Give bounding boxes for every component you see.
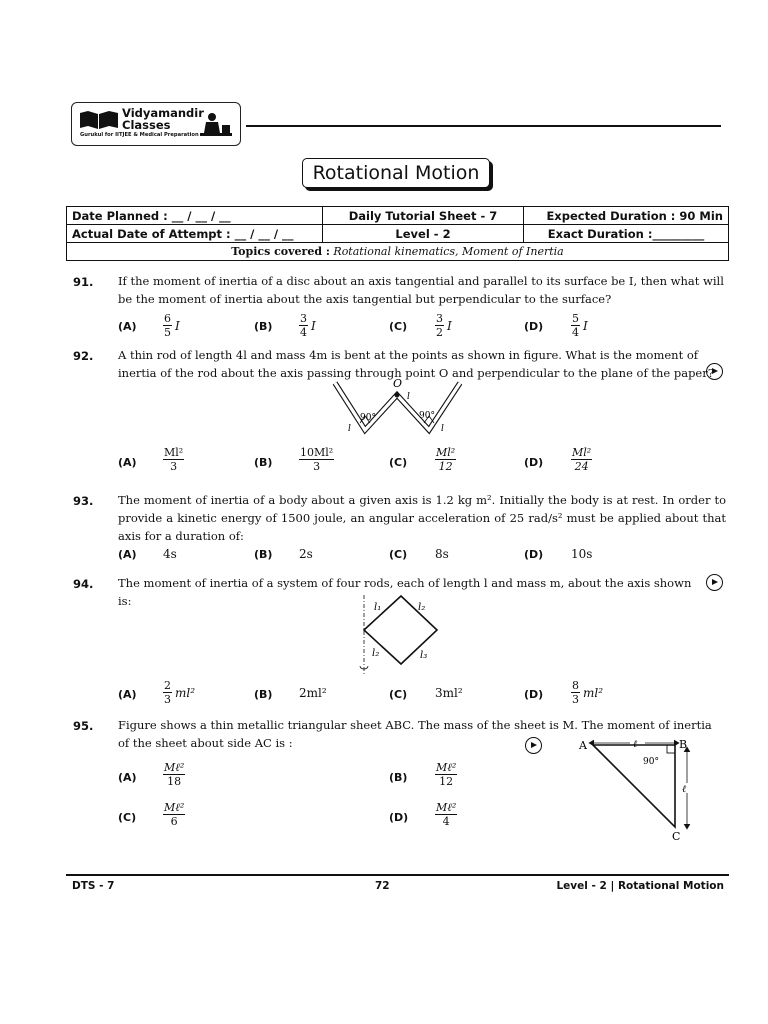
vertex-a-label: A bbox=[579, 739, 587, 752]
logo-name-line1: Vidyamandir bbox=[122, 106, 204, 120]
question-number: 92. bbox=[73, 349, 94, 363]
topics-value: Rotational kinematics, Moment of Inertia bbox=[333, 245, 564, 258]
sheet-number: Daily Tutorial Sheet - 7 bbox=[323, 207, 524, 225]
option-label: (A) bbox=[118, 688, 137, 701]
option-label: (A) bbox=[118, 548, 137, 561]
question-number: 95. bbox=[73, 719, 94, 733]
option-label: (B) bbox=[254, 548, 273, 561]
sheet-info-table bbox=[66, 206, 729, 261]
option-value: 3ml² bbox=[435, 686, 463, 700]
header-rule bbox=[246, 125, 721, 127]
rod-label: l₂ bbox=[418, 602, 426, 613]
vertex-c-label: C bbox=[672, 830, 681, 843]
option-fraction: $\frac{8}{3}$ bbox=[572, 679, 579, 706]
option-suffix: I bbox=[447, 319, 452, 333]
option-suffix: ml² bbox=[583, 686, 604, 700]
option-label: (B) bbox=[254, 688, 273, 701]
book-icon bbox=[78, 109, 120, 131]
option-label: (C) bbox=[389, 548, 408, 561]
exact-duration: Exact Duration :_________ bbox=[524, 225, 729, 243]
option-fraction: $\frac{3}{4}$ bbox=[300, 312, 307, 339]
question-text: A thin rod of length 4l and mass 4m is bent at the points as shown in figure. What is the moment of inertia of the rod about the axis passing through point O and perpendicular to the plane of the paper? bbox=[118, 348, 714, 380]
page-number: 72 bbox=[375, 880, 390, 892]
option-fraction: $\frac{\text{Ml²}}{3}$ bbox=[164, 446, 184, 473]
date-planned: Date Planned : __ / __ / __ bbox=[67, 207, 323, 225]
angle-label: 90° bbox=[643, 757, 659, 767]
angle-label: 90° bbox=[360, 413, 376, 423]
side-length-label: ℓ bbox=[682, 784, 687, 795]
option-label: (D) bbox=[524, 456, 544, 469]
option-value: 8s bbox=[435, 547, 449, 561]
option-label: (C) bbox=[389, 320, 408, 333]
option-suffix: I bbox=[311, 319, 316, 333]
question-text: The moment of inertia of a system of four rods, each of length l and mass m, about the axis shown is: bbox=[118, 576, 692, 608]
logo-name-line2: Classes bbox=[122, 118, 171, 132]
option-fraction: Mℓ² 12 bbox=[436, 761, 457, 788]
footer-sheet: DTS - 7 bbox=[72, 880, 115, 892]
option-value: 10s bbox=[571, 547, 593, 561]
video-play-button[interactable] bbox=[706, 574, 723, 591]
option-label: (A) bbox=[118, 320, 137, 333]
option-label: (B) bbox=[254, 456, 273, 469]
option-label: (C) bbox=[389, 456, 408, 469]
option-label: (A) bbox=[118, 456, 137, 469]
vertex-b-label: B bbox=[679, 738, 688, 751]
video-play-button[interactable] bbox=[525, 737, 542, 754]
option-label: (D) bbox=[389, 811, 409, 824]
institute-logo bbox=[71, 102, 241, 146]
side-label: l bbox=[407, 392, 410, 402]
option-fraction: Mℓ² 18 bbox=[164, 761, 185, 788]
option-fraction: $\frac{2}{3}$ bbox=[164, 679, 171, 706]
rod-label: l₂ bbox=[372, 648, 380, 659]
four-rods-figure bbox=[350, 592, 445, 678]
question-text: Figure shows a thin metallic triangular sheet ABC. The mass of the sheet is M. The moment of inertia of the sheet about side AC is : bbox=[118, 718, 712, 750]
student-desk-icon bbox=[198, 111, 234, 139]
rod-label: l₁ bbox=[374, 602, 382, 613]
option-fraction: $\frac{5}{4}$ bbox=[572, 312, 579, 339]
top-length-label: ℓ bbox=[633, 739, 638, 750]
option-label: (C) bbox=[118, 811, 137, 824]
page-title: Rotational Motion bbox=[302, 158, 490, 188]
option-value: 4s bbox=[163, 547, 177, 561]
question-text: If the moment of inertia of a disc about an axis tangential and parallel to its surface be I, then what will be the moment of inertia about the axis tangential but perpendicular to the surface? bbox=[118, 274, 724, 306]
actual-date: Actual Date of Attempt : __ / __ / __ bbox=[67, 225, 323, 243]
footer-rule bbox=[66, 874, 729, 876]
rod-label: l₃ bbox=[420, 650, 428, 661]
option-label: (D) bbox=[524, 320, 544, 333]
angle-label: 90° bbox=[419, 411, 435, 421]
logo-tagline: Gurukul for IITJEE & Medical Preparation bbox=[80, 132, 199, 138]
topics-covered bbox=[67, 243, 729, 261]
option-fraction: $\frac{\text{Ml²}}{12}$ bbox=[436, 446, 456, 473]
option-fraction: $\frac{\text{Ml²}}{24}$ bbox=[572, 446, 592, 473]
side-label: l bbox=[348, 424, 351, 434]
option-fraction: Mℓ² 6 bbox=[164, 801, 185, 828]
option-label: (A) bbox=[118, 771, 137, 784]
option-suffix: ml² bbox=[175, 686, 196, 700]
option-fraction: $\frac{3}{2}$ bbox=[436, 312, 443, 339]
triangle-sheet-figure bbox=[575, 735, 700, 845]
footer-chapter: Level - 2 | Rotational Motion bbox=[556, 880, 724, 892]
question-number: 94. bbox=[73, 577, 94, 591]
point-o-label: O bbox=[393, 377, 403, 390]
option-value: 2s bbox=[299, 547, 313, 561]
option-label: (B) bbox=[389, 771, 408, 784]
topics-label: Topics covered : bbox=[231, 245, 330, 258]
option-suffix: I bbox=[175, 319, 180, 333]
question-number: 93. bbox=[73, 494, 94, 508]
question-text: The moment of inertia of a body about a given axis is 1.2 kg m². Initially the body is at rest. In order to provide a kinetic energy of 1500 joule, an angular acceleration of 25 rad/s² must be applied about that axis for a duration of: bbox=[118, 493, 726, 543]
level: Level - 2 bbox=[323, 225, 524, 243]
option-label: (D) bbox=[524, 548, 544, 561]
bent-rod-figure bbox=[330, 375, 470, 445]
question-number: 91. bbox=[73, 275, 94, 289]
option-label: (D) bbox=[524, 688, 544, 701]
option-fraction: $\frac{\text{10Ml²}}{3}$ bbox=[300, 446, 334, 473]
option-fraction: $\frac{6}{5}$ bbox=[164, 312, 171, 339]
option-label: (C) bbox=[389, 688, 408, 701]
side-label: l bbox=[441, 424, 444, 434]
option-fraction: Mℓ² 4 bbox=[436, 801, 457, 828]
option-label: (B) bbox=[254, 320, 273, 333]
option-suffix: I bbox=[583, 319, 588, 333]
video-play-button[interactable] bbox=[706, 363, 723, 380]
expected-duration: Expected Duration : 90 Min bbox=[524, 207, 729, 225]
option-value: 2ml² bbox=[299, 686, 327, 700]
